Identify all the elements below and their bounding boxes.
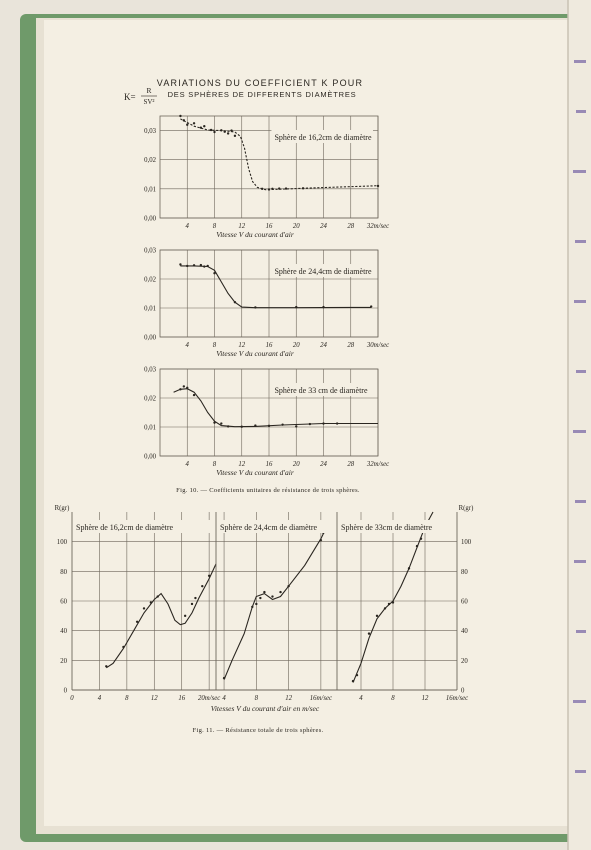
data-point [281,423,283,425]
x-tick-label: 8 [212,342,217,349]
data-point [234,301,236,303]
data-point [183,119,185,121]
facing-page [568,0,591,850]
data-point [234,135,236,137]
data-point [191,603,193,605]
data-point [194,597,196,599]
series-annotation: Sphère de 33cm de diamètre [341,523,433,532]
y-tick-label-right: 60 [461,598,468,606]
x-axis-label: Vitesse V du courant d'air [216,230,294,239]
data-point [322,306,324,308]
data-point [271,188,273,190]
y-tick-label-right: 20 [461,657,468,665]
y-tick-label-right: 40 [461,628,468,636]
x-tick-label: 32m/sec [366,223,390,230]
data-point [179,388,181,390]
data-point [230,129,232,131]
data-point [254,424,256,426]
x-tick-label: 24 [320,342,327,349]
y-axis-label-right: R(gr) [458,505,474,512]
y-tick-label: 0,02 [144,276,156,284]
y-tick-label-right: 0 [461,687,465,695]
data-point [179,115,181,117]
y-tick-label-left: 0 [63,687,67,695]
y-tick-label: 0,03 [144,366,156,374]
formula-denominator: SV² [143,98,155,106]
data-point [255,603,257,605]
y-tick-label: 0,01 [144,305,156,313]
x-tick-label: 12 [238,461,246,468]
data-point [186,265,188,267]
data-point [309,423,311,425]
data-point [352,680,354,682]
x-tick-label: 12 [238,342,246,349]
x-tick-label: 4 [185,342,189,349]
x-tick-label: 12 [238,223,246,230]
data-point [278,187,280,189]
fig10-caption: Fig. 10. — Coefficients unitaires de résistance de trois sphères. [176,487,360,494]
x-tick-label: 16m/sec [309,695,333,702]
data-point [143,607,145,609]
formula-numerator: R [146,86,152,95]
x-tick-label: 8 [212,461,217,468]
x-tick-label: 4 [97,695,102,702]
x-tick-label: 8 [212,223,217,230]
y-tick-label-right: 100 [461,539,472,547]
data-point [157,595,159,597]
x-tick-label: 4 [359,695,363,702]
data-point [271,595,273,597]
x-tick-label: 12 [421,695,429,702]
data-point [336,422,338,424]
data-point [206,265,208,267]
data-point [287,585,289,587]
x-tick-label: 0 [70,695,74,702]
series-annotation: Sphère de 16,2cm de diamètre [76,523,174,532]
x-tick-label: 4 [222,695,226,702]
y-tick-label-left: 20 [60,657,67,665]
data-point [261,188,263,190]
x-tick-label: 16 [265,461,273,468]
data-point [388,603,390,605]
y-tick-label-left: 40 [60,628,67,636]
x-tick-label: 12 [150,695,158,702]
x-tick-label: 4 [185,461,189,468]
y-tick-label: 0,03 [144,128,156,136]
x-tick-label: 16 [265,223,273,230]
series-annotation: Sphère de 24,4cm de diamètre [274,267,372,276]
data-point [251,606,253,608]
data-point [210,129,212,131]
x-axis-label: Vitesse V du courant d'air [216,349,294,358]
data-point [183,385,185,387]
y-tick-label: 0,00 [144,215,156,223]
y-tick-label: 0,00 [144,453,156,461]
data-point [420,538,422,540]
data-point [193,122,195,124]
data-point [223,677,225,679]
data-point [136,621,138,623]
x-tick-label: 32m/sec [366,461,390,468]
data-point [268,188,270,190]
series-annotation: Sphère de 33 cm de diamètre [274,386,368,395]
data-point [220,129,222,131]
data-point [122,646,124,648]
data-point [368,632,370,634]
data-point [224,131,226,133]
series-annotation: Sphère de 24,4cm de diamètre [220,523,318,532]
data-point [186,124,188,126]
data-point [227,132,229,134]
data-point [200,126,202,128]
data-point [150,601,152,603]
data-point [370,305,372,307]
y-tick-label-left: 60 [60,598,67,606]
data-point [263,591,265,593]
data-point [285,187,287,189]
x-tick-label: 20 [292,342,300,349]
x-tick-label: 4 [185,223,189,230]
x-axis-label: Vitesses V du courant d'air en m/sec [210,704,320,713]
x-tick-label: 8 [125,695,129,702]
data-point [295,425,297,427]
x-tick-label: 20m/sec [198,695,221,702]
data-point [208,575,210,577]
data-point [220,422,222,424]
data-point [201,585,203,587]
data-point [213,421,215,423]
x-tick-label: 8 [391,695,395,702]
x-tick-label: 20 [292,461,300,468]
data-point [384,607,386,609]
data-point [356,674,358,676]
data-point [259,597,261,599]
x-tick-label: 28 [347,223,355,230]
y-tick-label: 0,00 [144,334,156,342]
x-tick-label: 28 [347,461,355,468]
data-point [376,615,378,617]
data-point [416,545,418,547]
data-point [302,187,304,189]
data-point [179,263,181,265]
y-axis-label-left: R(gr) [54,505,70,512]
x-axis-label: Vitesse V du courant d'air [216,468,294,477]
x-tick-label: 16 [178,695,186,702]
y-tick-label: 0,03 [144,247,156,255]
data-point [295,306,297,308]
series-annotation: Sphère de 16,2cm de diamètre [274,133,372,142]
figure-heading-line2: DES SPHÈRES DE DIFFERENTS DIAMÈTRES [167,90,357,99]
y-tick-label: 0,01 [144,424,156,432]
data-point [322,422,324,424]
x-tick-label: 20 [292,223,300,230]
x-tick-label: 8 [254,695,259,702]
data-point [392,601,394,603]
x-tick-label: 28 [347,342,355,349]
y-tick-label-left: 80 [60,568,67,576]
data-point [241,426,243,428]
y-tick-label: 0,01 [144,186,156,194]
data-point [200,264,202,266]
fig11-caption: Fig. 11. — Résistance totale de trois sphères. [192,727,324,734]
y-tick-label: 0,02 [144,395,156,403]
data-point [213,131,215,133]
data-point [408,567,410,569]
data-point [203,125,205,127]
x-tick-label: 24 [320,461,327,468]
data-point [227,425,229,427]
data-point [203,265,205,267]
x-tick-label: 12 [285,695,292,702]
x-tick-label: 16 [265,342,273,349]
data-point [268,425,270,427]
y-tick-label-left: 100 [56,539,67,547]
data-point [184,615,186,617]
y-tick-label-right: 80 [461,568,468,576]
data-point [105,665,107,667]
data-point [377,185,379,187]
data-point [186,387,188,389]
data-point [279,591,281,593]
data-point [254,306,256,308]
data-point [193,264,195,266]
formula-left: K= [124,92,136,102]
figure-heading-line1: VARIATIONS DU COEFFICIENT K POUR [156,78,364,88]
x-tick-label: 16m/sec [445,695,469,702]
data-point [320,539,322,541]
x-tick-label: 30m/sec [366,342,390,349]
x-tick-label: 24 [320,223,327,230]
data-point [193,394,195,396]
y-tick-label: 0,02 [144,157,156,165]
data-point [213,272,215,274]
